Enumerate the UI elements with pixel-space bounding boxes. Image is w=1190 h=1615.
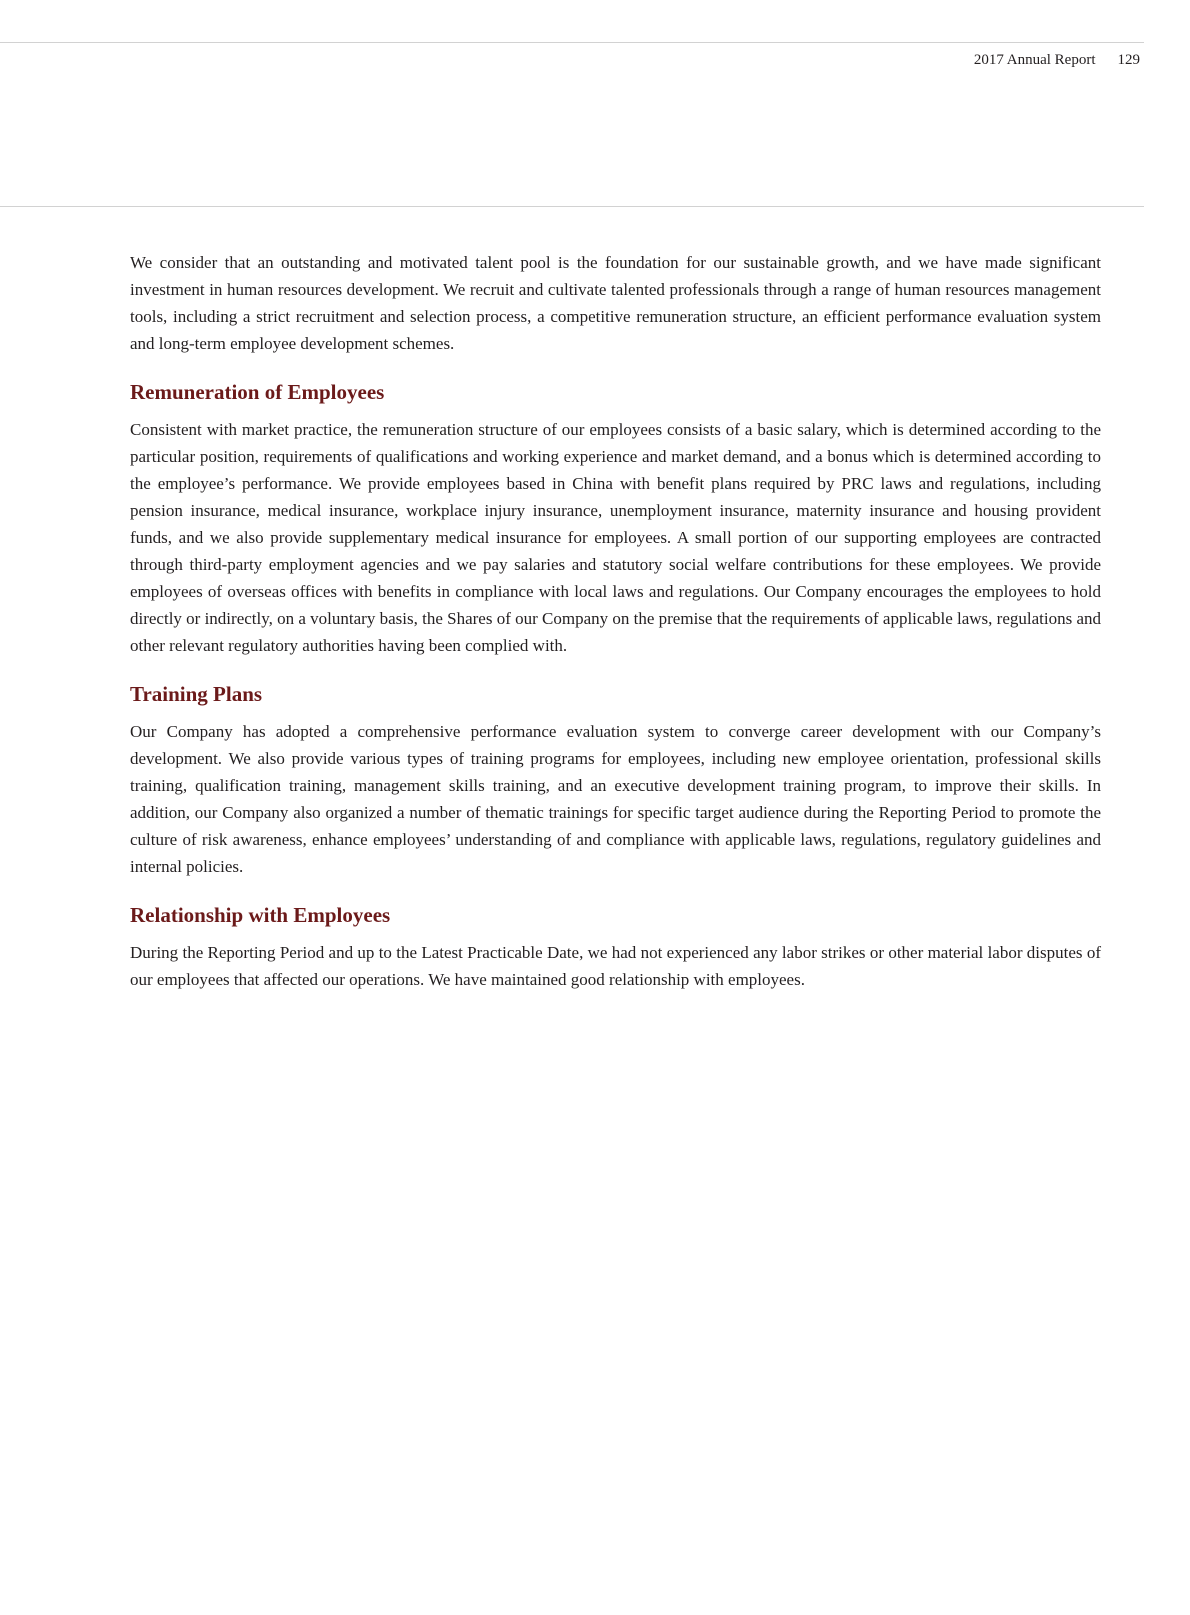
intro-paragraph: We consider that an outstanding and motivated talent pool is the foundation for our sustainable growth, and we have made significant investment in human resources development. We recruit and cultivate talented professionals through a range of human resources management tools, including a strict recruitment and selection process, a competitive remuneration structure, an efficient performance evaluation system and long-term employee development schemes. <box>130 253 1101 353</box>
section-heading-relationship: Relationship with Employees <box>130 903 391 927</box>
section-body-remuneration: Consistent with market practice, the remuneration structure of our employees consists of a basic salary, which is determined according to the particular position, requirements of qualifications and working experience and market demand, and a bonus which is determined according to the employee’s performance. We provide employees based in China with benefit plans required by PRC laws and regulations, including pension insurance, medical insurance, workplace injury insurance, unemployment insurance, maternity insurance and housing provident funds, and we also provide supplementary medical insurance for employees. A small portion of our supporting employees are contracted through third-party employment agencies and we pay salaries and statutory social welfare contributions for these employees. We provide employees of overseas offices with benefits in compliance with local laws and regulations. Our Company encourages the employees to hold directly or indirectly, on a voluntary basis, the Shares of our Company on the premise that the requirements of applicable laws, regulations and other relevant regulatory authorities having been complied with. <box>130 420 1101 655</box>
section-body-relationship: During the Reporting Period and up to the Latest Practicable Date, we had not experienced any labor strikes or other material labor disputes of our employees that affected our operations. We have maintained good relationship with employees. <box>130 943 1101 989</box>
header-bottom-rule <box>0 206 1144 207</box>
section-heading-remuneration: Remuneration of Employees <box>130 380 385 404</box>
page-number: 129 <box>1117 52 1140 68</box>
report-title: 2017 Annual Report <box>973 52 1096 68</box>
running-header <box>974 52 1140 69</box>
main-content <box>130 249 1101 993</box>
section-body-training: Our Company has adopted a comprehensive performance evaluation system to converge career development with our Company’s development. We also provide various types of training programs for employees, including new employee orientation, professional skills training, qualification training, management skills training, and an executive development training program, to improve their skills. In addition, our Company also organized a number of thematic trainings for specific target audience during the Reporting Period to promote the culture of risk awareness, enhance employees’ understanding of and compliance with applicable laws, regulations, regulatory guidelines and internal policies. <box>130 722 1101 876</box>
section-heading-training: Training Plans <box>130 682 263 706</box>
header-top-rule <box>0 42 1144 43</box>
